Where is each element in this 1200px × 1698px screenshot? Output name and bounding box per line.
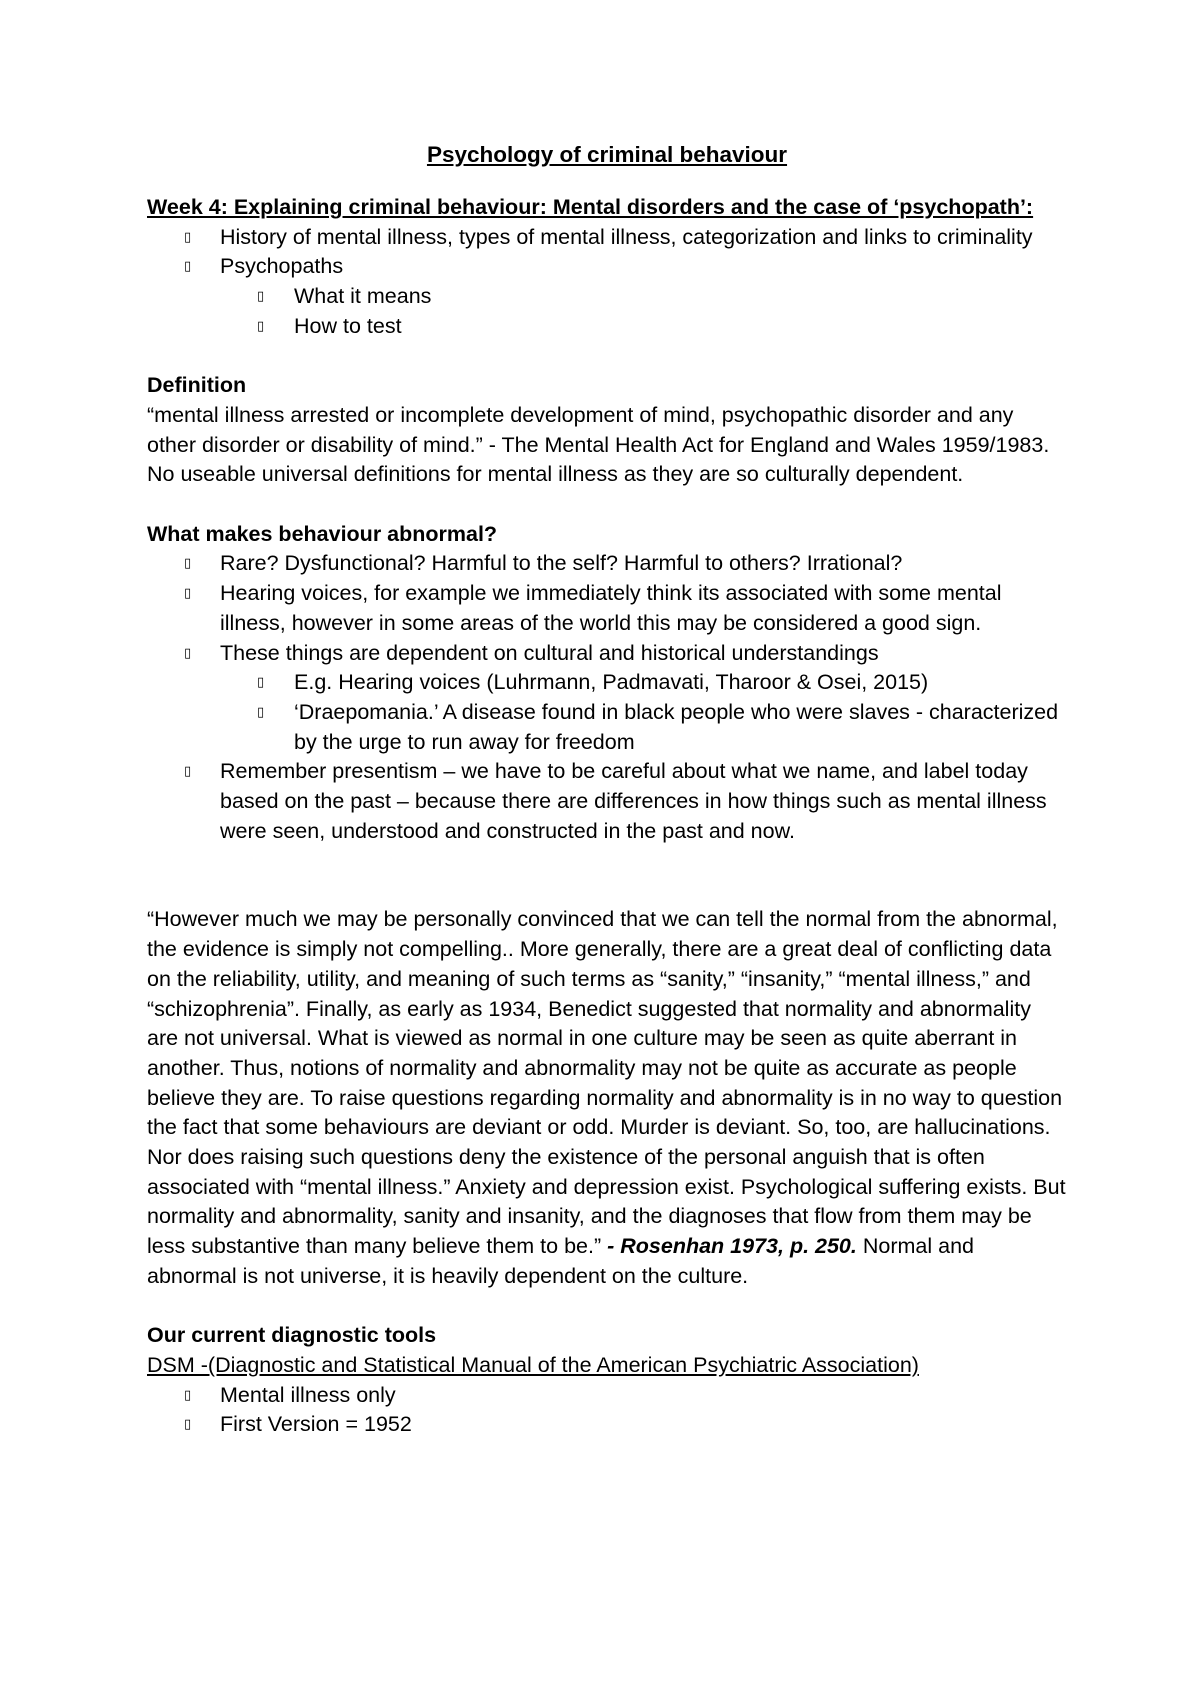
bullet-icon: ▯ [257, 675, 265, 691]
list-item: ▯ What it means [147, 282, 1067, 312]
list-item: ▯ Hearing voices, for example we immediately think its associated with some mental illness, however in some areas of the world this may be considered a good sign. [184, 581, 1002, 635]
abnormal-heading: What makes behaviour abnormal? [147, 521, 498, 546]
document-page [147, 140, 1067, 1440]
definition-heading: Definition [147, 373, 247, 398]
list-item: ▯ Rare? Dysfunctional? Harmful to the self? Harmful to others? Irrational? [147, 549, 1067, 579]
quote-citation: - Rosenhan 1973, p. 250. [607, 1234, 857, 1259]
list-item: ▯ These things are dependent on cultural and historical understandings [147, 639, 1067, 669]
bullet-icon: ▯ [184, 229, 192, 245]
list-item: ▯ Psychopaths [147, 252, 1067, 282]
bullet-icon: ▯ [184, 764, 192, 780]
rosenhan-quote: “However much we may be personally convinced that we can tell the normal from the abnormal, the evidence is simply not compelling.. More generally, there are a great deal of conflicting data on the reliability, utility, and meaning of such terms as “sanity,” “insanity,” “mental illness,” and “schizophrenia”. Finally, as early as 1934, Benedict suggested that normality and abnormality are not universal. What is viewed as normal in one culture may be seen as quite aberrant in another. Thus, notions of normality and abnormality may not be quite as accurate as people believe they are. To raise questions regarding normality and abnormality is in no way to question the fact that some behaviours are deviant or odd. Murder is deviant. So, too, are hallucinations. Nor does raising such questions deny the existence of the personal anguish that is often associated with “mental illness.” Anxiety and depression exist. Psychological suffering exists. But normality and abnormality, sanity and insanity, and the diagnoses that flow from them may be less substantive than many believe them to be.” - Rosenhan 1973, p. 250. Normal and abnormal is not universe, it is heavily dependent on the culture. [147, 907, 1066, 1288]
bullet-icon: ▯ [184, 645, 192, 661]
list-item: ▯ First Version = 1952 [147, 1410, 1067, 1440]
abnormal-list [147, 549, 1067, 846]
bullet-icon: ▯ [184, 586, 192, 602]
list-item: ▯ How to test [147, 312, 1067, 342]
quote-note: Normal and abnormal is not universe, it is heavily dependent on the culture. [147, 1234, 974, 1288]
week4-topic-list [147, 223, 1067, 342]
list-item: ▯ E.g. Hearing voices (Luhrmann, Padmavati, Tharoor & Osei, 2015) [147, 668, 1067, 698]
diagnostic-heading: Our current diagnostic tools [147, 1323, 437, 1348]
definition-text: “mental illness arrested or incomplete development of mind, psychopathic disorder and any other disorder or disability of mind.” - The Mental Health Act for England and Wales 1959/1983. No useable universal definitions for mental illness as they are so culturally dependent. [147, 402, 1050, 487]
dsm-heading: DSM -(Diagnostic and Statistical Manual of the American Psychiatric Association) [147, 1352, 919, 1377]
bullet-icon: ▯ [184, 556, 192, 572]
bullet-icon: ▯ [257, 704, 265, 720]
bullet-icon: ▯ [184, 1387, 192, 1403]
bullet-icon: ▯ [257, 318, 265, 334]
bullet-icon: ▯ [184, 259, 192, 275]
bullet-icon: ▯ [257, 289, 265, 305]
dsm-list [147, 1381, 1067, 1440]
list-item: ▯ ‘Draepomania.’ A disease found in black people who were slaves - characterized by the urge to run away for freedom [257, 699, 1059, 754]
list-item: ▯ Remember presentism – we have to be careful about what we name, and label today based on the past – because there are differences in how things such as mental illness were seen, understood and constructed in the past and now. [184, 759, 1047, 843]
list-item: ▯ Mental illness only [147, 1381, 1067, 1411]
list-item: ▯ History of mental illness, types of mental illness, categorization and links to criminality [147, 223, 1067, 253]
week4-heading: Week 4: Explaining criminal behaviour: Mental disorders and the case of ‘psychopath’: [147, 195, 1034, 219]
bullet-icon: ▯ [184, 1417, 192, 1433]
document-title: Psychology of criminal behaviour [426, 142, 788, 167]
